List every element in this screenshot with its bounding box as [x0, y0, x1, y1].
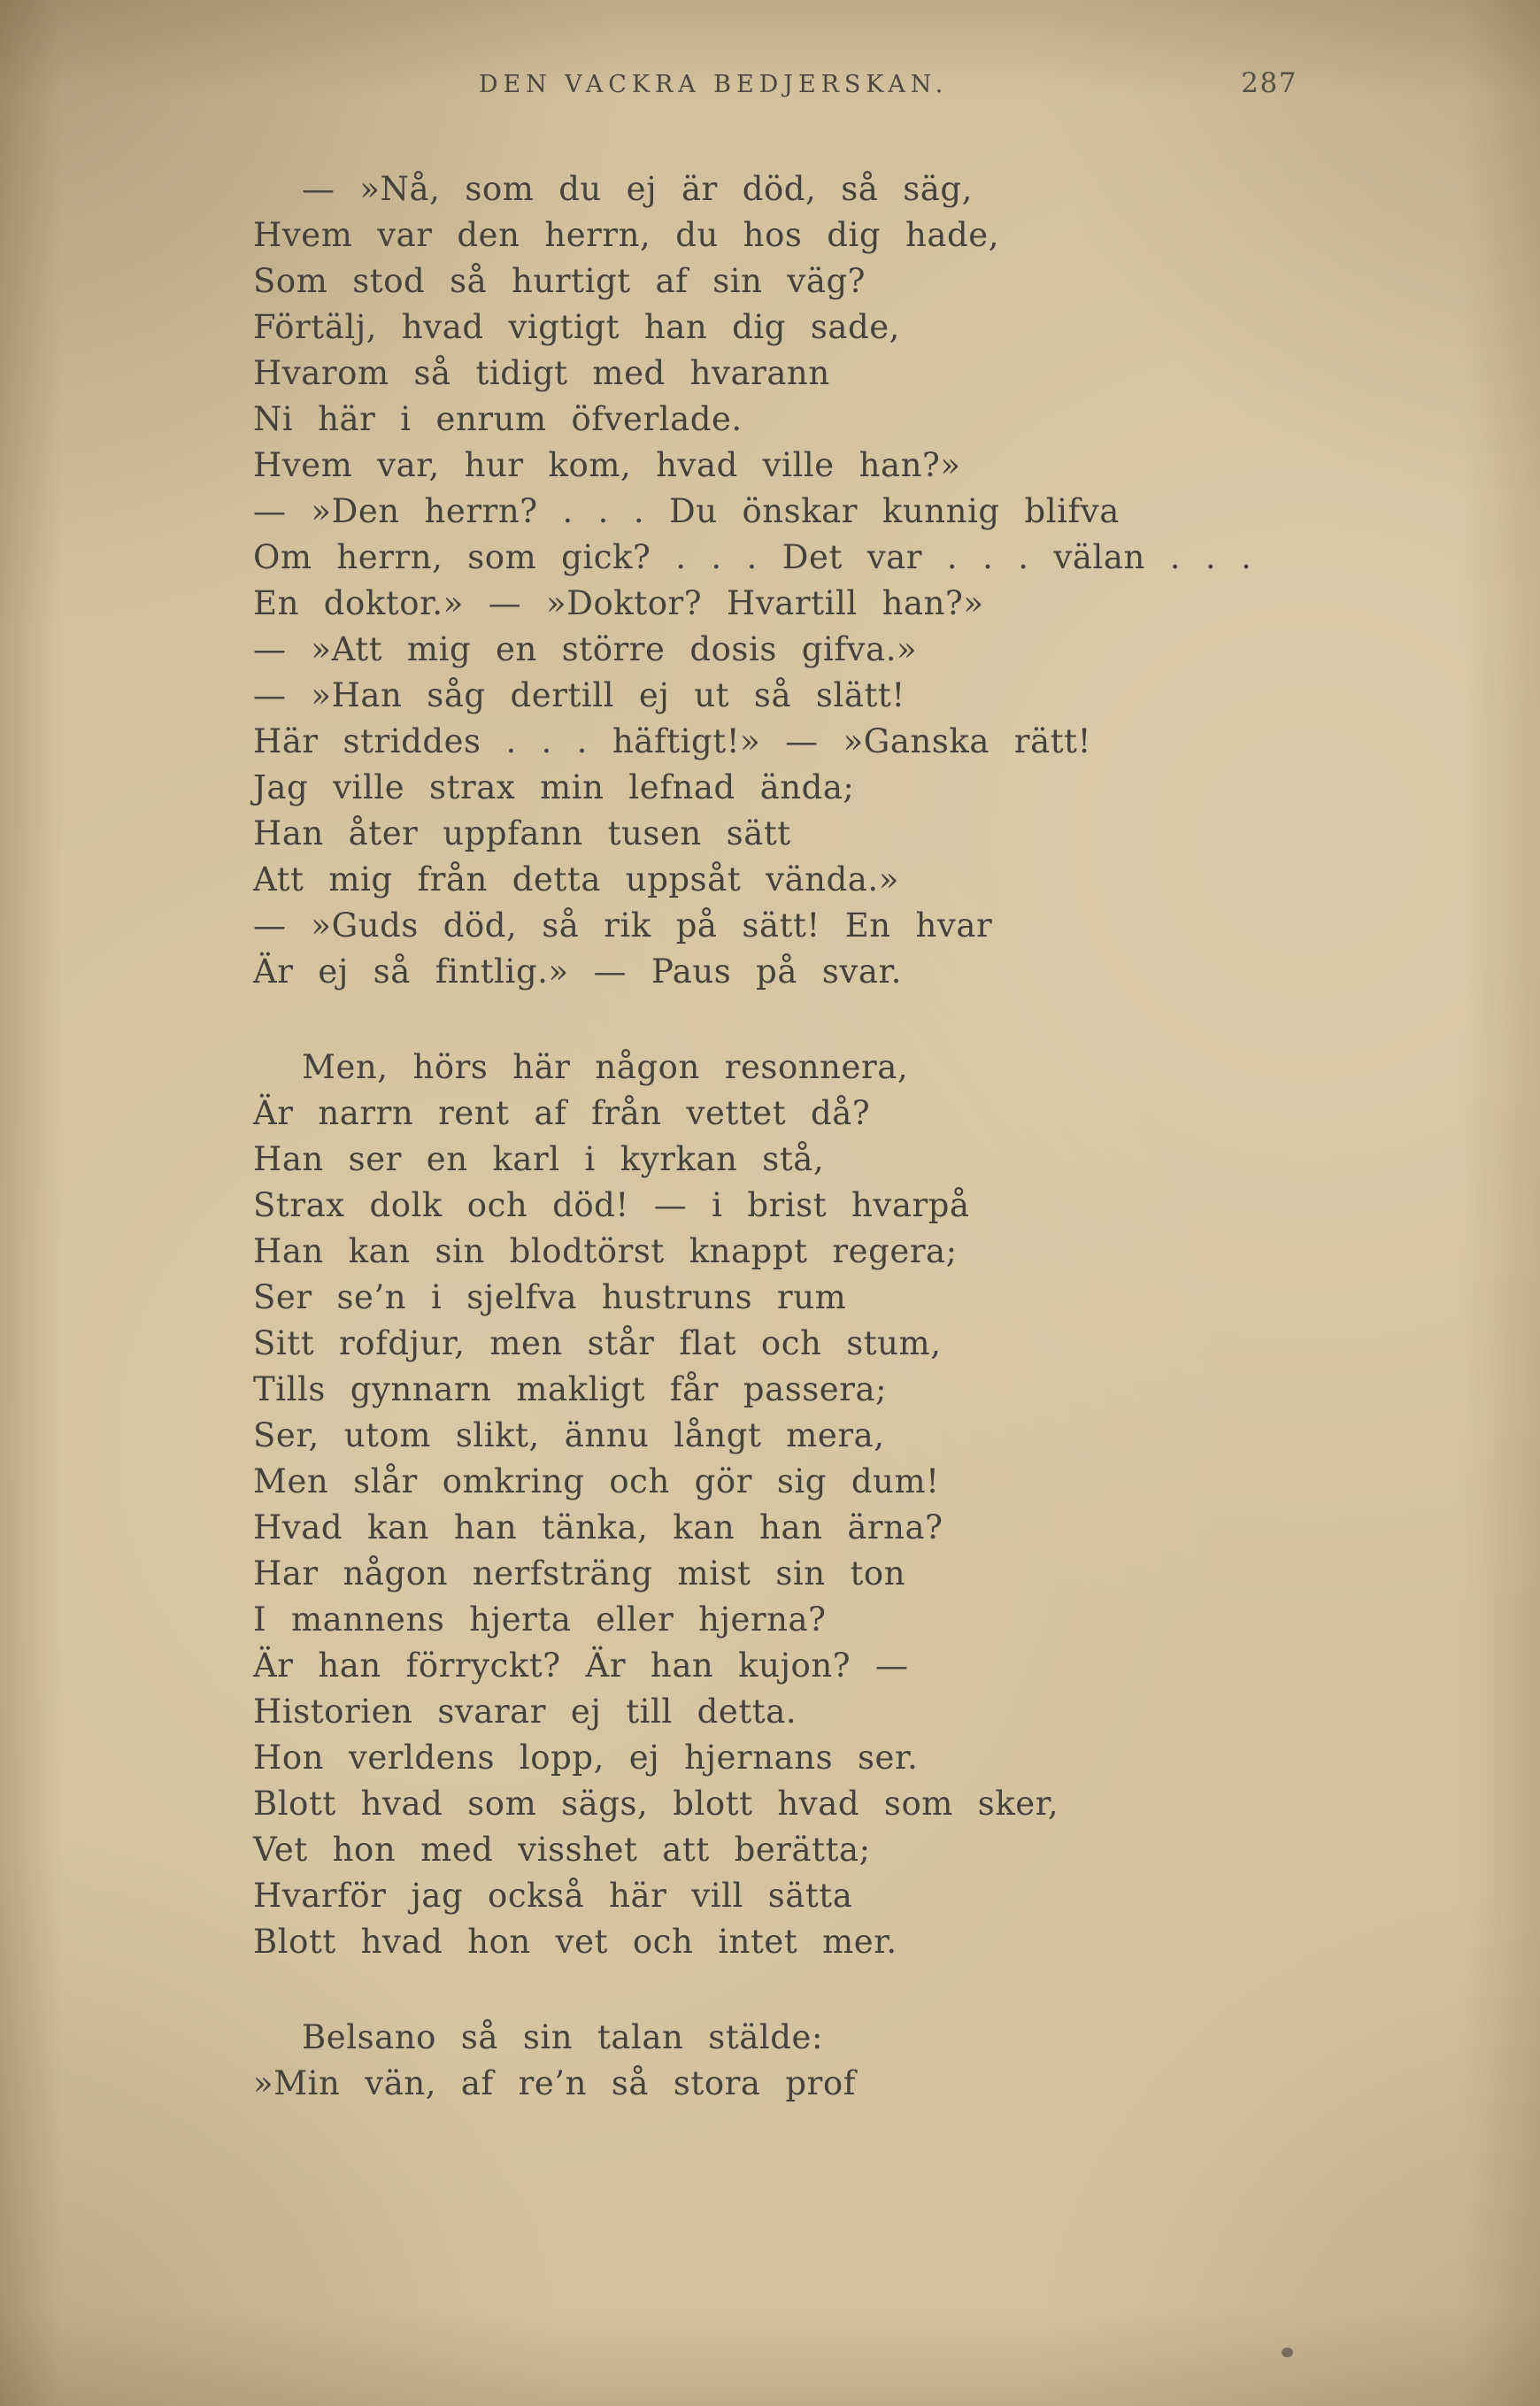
poem-line: Han kan sin blodtörst knappt regera;	[253, 1232, 958, 1270]
poem-line: Historien svarar ej till detta.	[253, 1693, 797, 1731]
poem-line: Belsano så sin talan stälde:	[302, 2018, 823, 2056]
poem-line: Har någon nerfsträng mist sin ton	[253, 1554, 906, 1592]
page-number: 287	[1241, 67, 1297, 99]
poem-line: Ser se’n i sjelfva hustruns rum	[253, 1278, 847, 1316]
ink-spot	[1282, 2348, 1293, 2357]
poem-line: Om herrn, som gick? . . . Det var . . . välan . . .	[253, 538, 1252, 576]
stanza	[253, 166, 1253, 995]
poem-line: I mannens hjerta eller hjerna?	[253, 1600, 827, 1639]
poem-line: Ser, utom slikt, ännu långt mera,	[253, 1416, 885, 1454]
poem-line: — »Nå, som du ej är död, så säg,	[302, 170, 973, 208]
poem-line: Jag ville strax min lefnad ända;	[253, 768, 855, 806]
poem-line: Men slår omkring och gör sig dum!	[253, 1462, 940, 1500]
poem-line: »Min vän, af re’n så stora prof	[253, 2064, 856, 2102]
poem-line: — »Den herrn? . . . Du önskar kunnig blifva	[253, 492, 1120, 530]
poem-line: — »Att mig en större dosis gifva.»	[253, 630, 918, 668]
poem-line: — »Guds död, så rik på sätt! En hvar	[253, 906, 993, 945]
poem-line: Hvarom så tidigt med hvarann	[253, 354, 830, 392]
poem-line: Hvem var, hur kom, hvad ville han?»	[253, 446, 961, 484]
poem-line: Är ej så fintlig.» — Paus på svar.	[253, 952, 902, 991]
poem-line: Blott hvad hon vet och intet mer.	[253, 1923, 897, 1961]
poem-line: Blott hvad som sägs, blott hvad som sker,	[253, 1785, 1059, 1823]
poem-line: En doktor.» — »Doktor? Hvartill han?»	[253, 584, 984, 622]
poem-line: Hvad kan han tänka, kan han ärna?	[253, 1508, 943, 1546]
poem-line: Hvarför jag också här vill sätta	[253, 1877, 853, 1915]
poem-line: Hvem var den herrn, du hos dig hade,	[253, 216, 1000, 254]
poem-line: Hon verldens lopp, ej hjernans ser.	[253, 1739, 919, 1777]
page-content	[253, 62, 1297, 2156]
stanza	[253, 2015, 1253, 2107]
poem-line: Han åter uppfann tusen sätt	[253, 814, 791, 852]
poem-line: Är narrn rent af från vettet då?	[253, 1094, 871, 1132]
poem-line: Tills gynnarn makligt får passera;	[253, 1370, 888, 1408]
poem-line: — »Han såg dertill ej ut så slätt!	[253, 676, 905, 714]
poem-line: Vet hon med visshet att berätta;	[253, 1831, 871, 1869]
poem-line: Ni här i enrum öfverlade.	[253, 400, 743, 438]
poem-line: Är han förryckt? Är han kujon? —	[253, 1646, 909, 1685]
poem-line: Han ser en karl i kyrkan stå,	[253, 1140, 825, 1178]
poem-line: Som stod så hurtigt af sin väg?	[253, 262, 866, 300]
running-title: DEN VACKRA BEDJERSKAN.	[478, 71, 949, 98]
stanza	[253, 1045, 1253, 1965]
poem-line: Här striddes . . . häftigt!» — »Ganska rätt!	[253, 722, 1092, 760]
poem-line: Förtälj, hvad vigtigt han dig sade,	[253, 308, 901, 346]
poem	[253, 166, 1253, 2107]
poem-line: Att mig från detta uppsåt vända.»	[253, 860, 899, 898]
poem-line: Sitt rofdjur, men står flat och stum,	[253, 1324, 942, 1362]
running-header	[253, 62, 1297, 115]
poem-line: Strax dolk och död! — i brist hvarpå	[253, 1186, 970, 1224]
poem-line: Men, hörs här någon resonnera,	[302, 1048, 909, 1086]
